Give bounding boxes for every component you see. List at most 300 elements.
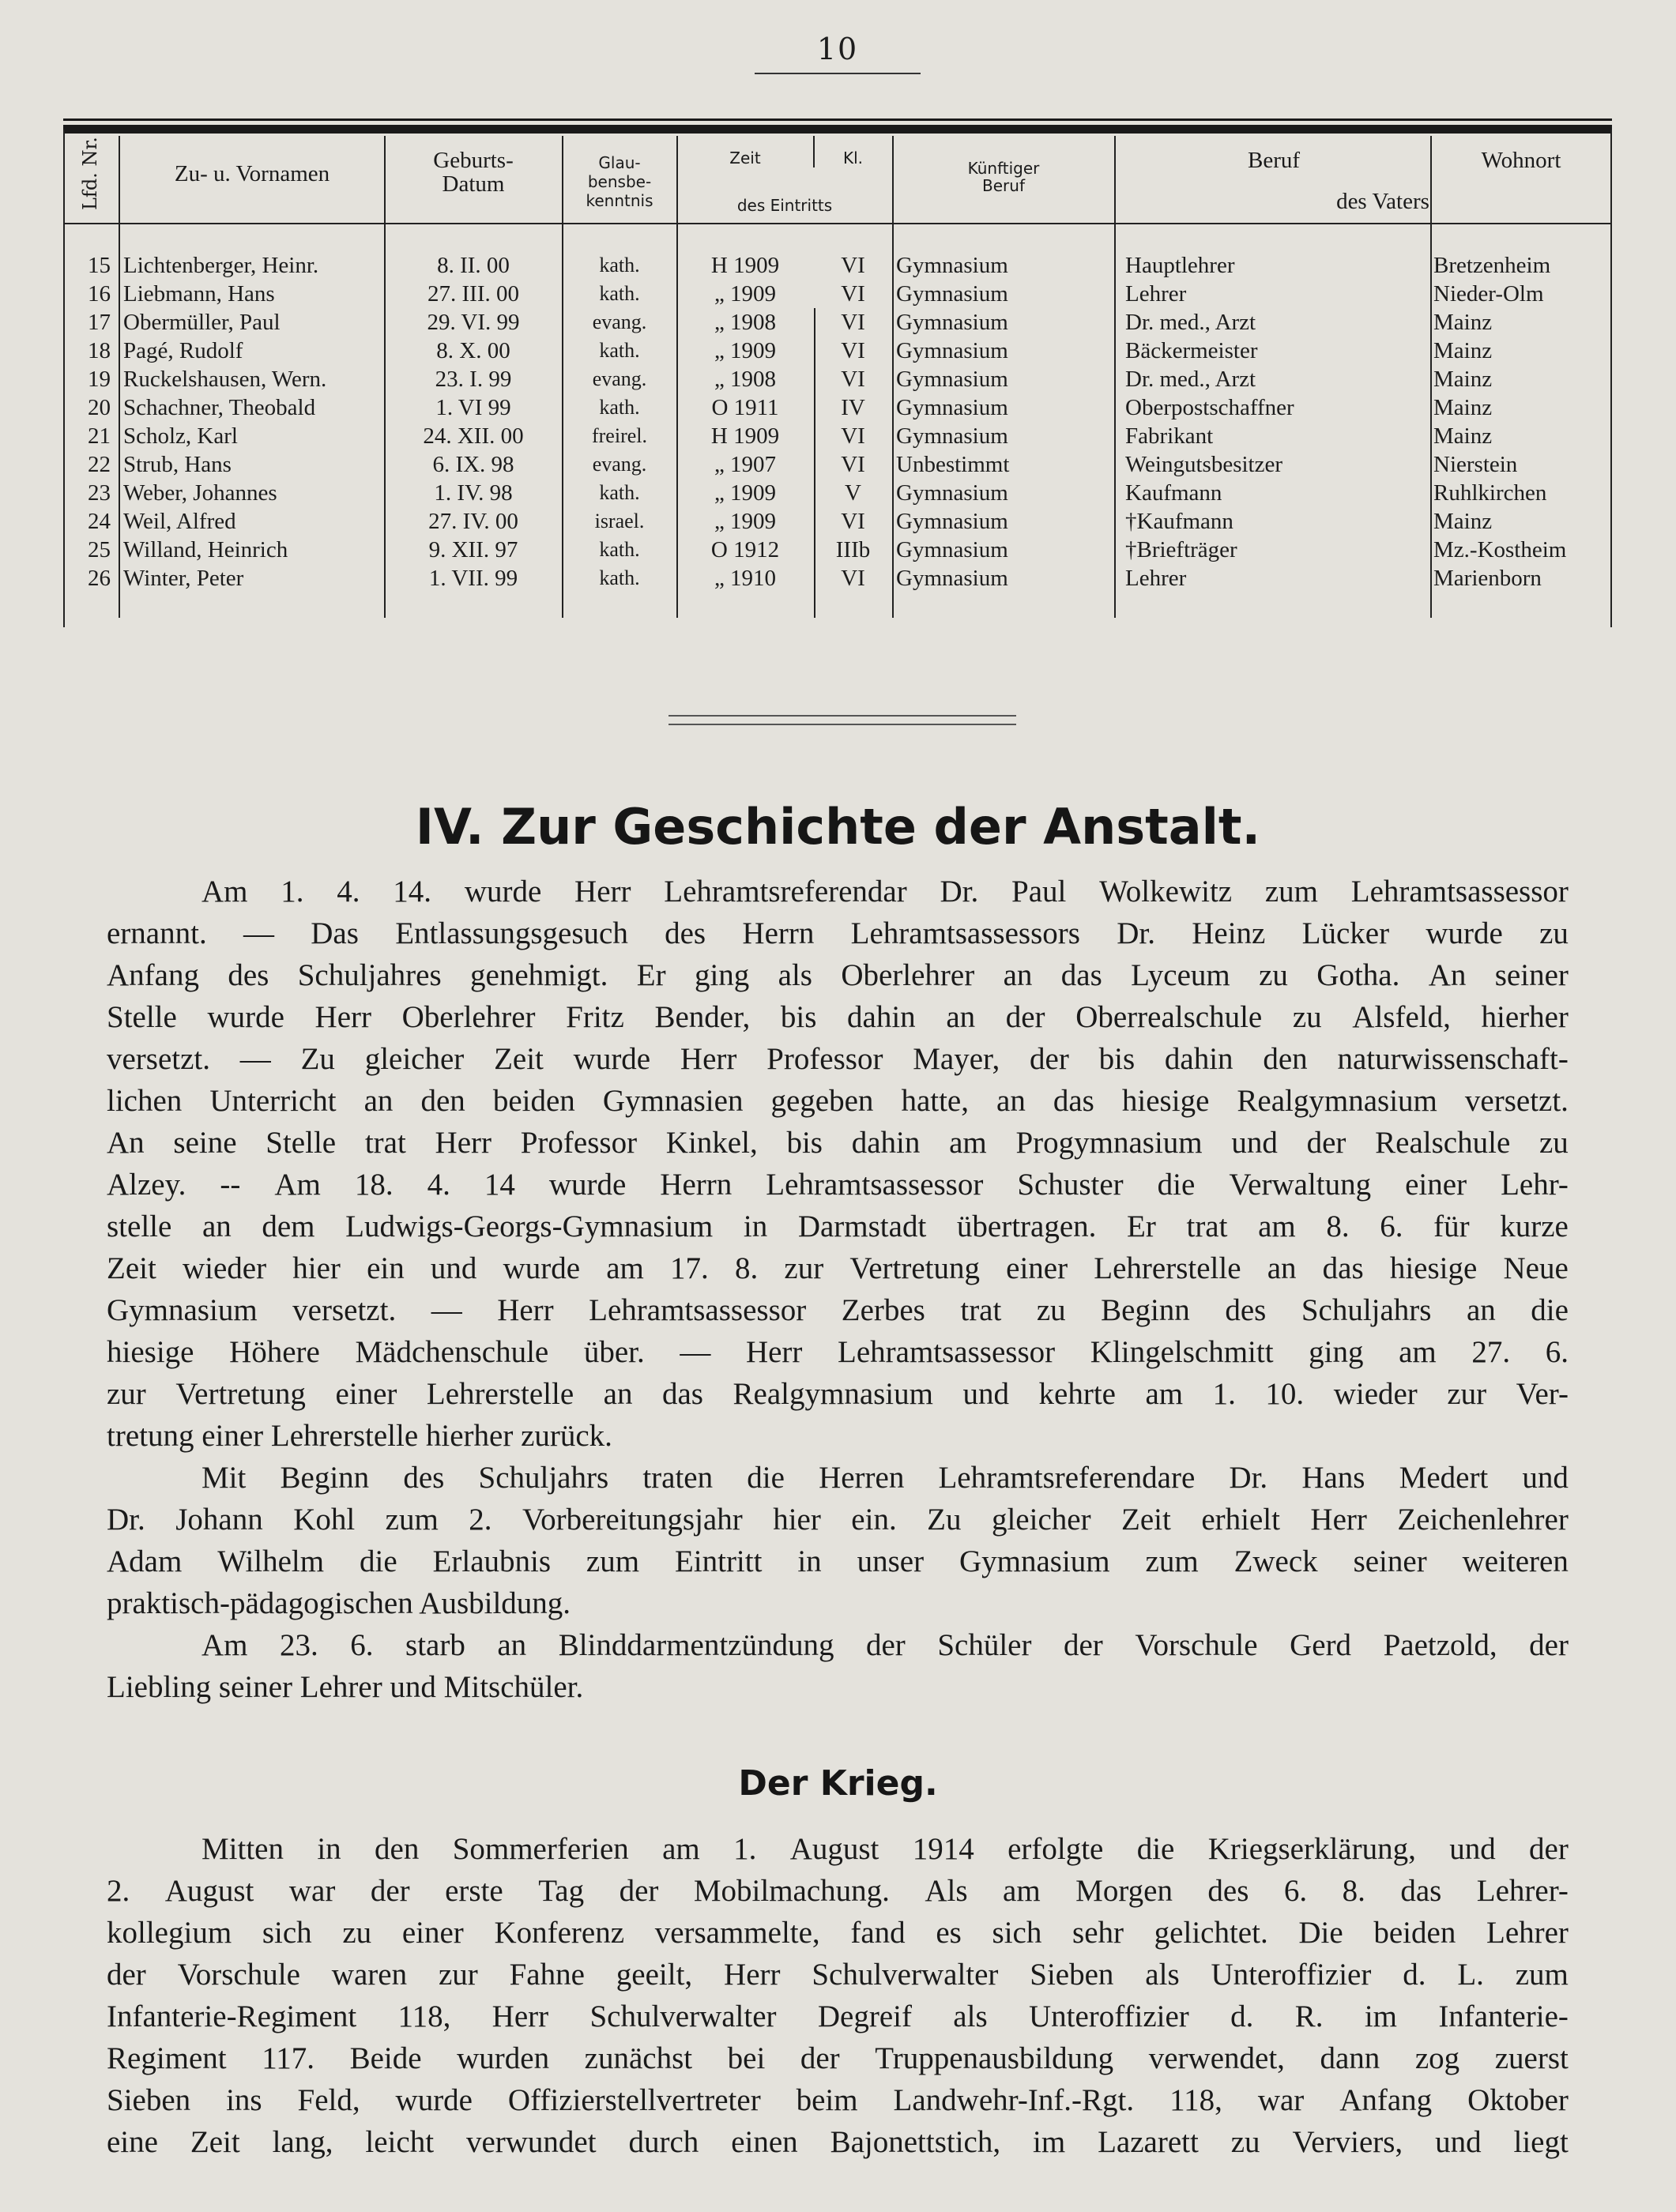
word: Gymnasium bbox=[959, 1544, 1110, 1578]
word: Kriegserklärung, bbox=[1207, 1832, 1416, 1866]
header-kl: Kl. bbox=[842, 149, 864, 167]
cell-wohnort: Mainz bbox=[1433, 423, 1493, 449]
text-line bbox=[107, 996, 1569, 1038]
word: zu bbox=[1036, 1293, 1066, 1327]
word: 6. bbox=[1283, 1874, 1308, 1908]
word: im bbox=[1364, 1999, 1397, 2033]
word: Das bbox=[311, 916, 359, 950]
word: Er bbox=[636, 958, 666, 992]
cell-kuenftiger-beruf: Gymnasium bbox=[896, 423, 1008, 449]
word: der bbox=[1063, 1628, 1103, 1662]
word: Degreif bbox=[817, 1999, 912, 2033]
word: am bbox=[606, 1251, 644, 1285]
word: — bbox=[239, 1042, 271, 1076]
cell-kuenftiger-beruf: Gymnasium bbox=[896, 566, 1008, 591]
cell-beruf-vater: Bäckermeister bbox=[1125, 338, 1258, 363]
word: unser bbox=[857, 1544, 925, 1578]
text-line: tretung einer Lehrerstelle hierher zurück. bbox=[107, 1419, 612, 1453]
cell-kuenftiger-beruf: Gymnasium bbox=[896, 395, 1008, 420]
word: Anfang bbox=[107, 958, 199, 992]
word: an bbox=[363, 1084, 394, 1118]
word: seine bbox=[173, 1126, 237, 1160]
word: Hans bbox=[1301, 1461, 1365, 1495]
word: als bbox=[953, 1999, 988, 2033]
word: in bbox=[317, 1832, 341, 1866]
section-divider bbox=[669, 715, 1016, 725]
word: die bbox=[1531, 1293, 1569, 1327]
header-lfd-nr: Lfd. Nr. bbox=[79, 137, 101, 210]
word: verwundet bbox=[465, 2125, 597, 2159]
word: Mit bbox=[201, 1461, 247, 1495]
word: den bbox=[1263, 1042, 1308, 1076]
word: Offizierstellvertreter bbox=[507, 2083, 761, 2117]
header-des-vaters: des Vaters bbox=[1336, 189, 1429, 214]
word: Vorschule bbox=[1135, 1628, 1258, 1662]
cell-geburtsdatum: 8. X. 00 bbox=[436, 338, 510, 363]
cell-name: Schachner, Theobald bbox=[123, 395, 316, 420]
word: Mitten bbox=[201, 1832, 284, 1866]
word: Unteroffizier bbox=[1211, 1958, 1372, 1992]
word: das bbox=[662, 1377, 703, 1411]
word: an bbox=[996, 1084, 1026, 1118]
word: Zeit bbox=[1121, 1503, 1171, 1537]
cell-klasse: VI bbox=[841, 338, 865, 363]
word: R. bbox=[1294, 1999, 1324, 2033]
header-kuenftiger-line2: Beruf bbox=[982, 176, 1025, 195]
word: Gerd bbox=[1290, 1628, 1352, 1662]
word: an bbox=[946, 1000, 976, 1034]
cell-nr: 25 bbox=[88, 537, 111, 562]
word: d. bbox=[1230, 1999, 1254, 2033]
word: Herren bbox=[819, 1461, 905, 1495]
word: Bender, bbox=[654, 1000, 751, 1034]
cell-glaube: israel. bbox=[594, 510, 645, 532]
cell-kuenftiger-beruf: Gymnasium bbox=[896, 253, 1008, 278]
word: an bbox=[1267, 1251, 1297, 1285]
word: beim bbox=[796, 2083, 858, 2117]
cell-kuenftiger-beruf: Gymnasium bbox=[896, 281, 1008, 307]
word: Lehrer bbox=[1486, 1916, 1569, 1950]
word: hatte, bbox=[901, 1084, 969, 1118]
cell-kuenftiger-beruf: Unbestimmt bbox=[896, 452, 1010, 477]
word: Dr. bbox=[107, 1503, 145, 1537]
text-line bbox=[107, 954, 1569, 996]
word: 4. bbox=[337, 875, 360, 908]
word: das bbox=[1322, 1251, 1364, 1285]
word: Bajonettstich, bbox=[830, 2125, 1001, 2159]
header-kuenftiger-beruf bbox=[894, 160, 1113, 194]
word: versetzt. bbox=[292, 1293, 397, 1327]
word: Schüler bbox=[937, 1628, 1032, 1662]
word: Oberlehrer bbox=[401, 1000, 536, 1034]
word: Unterricht bbox=[209, 1084, 337, 1118]
word: der bbox=[800, 2041, 840, 2075]
cell-wohnort: Mainz bbox=[1433, 509, 1493, 534]
word: Herr bbox=[435, 1126, 492, 1160]
text-line bbox=[107, 1289, 1569, 1331]
cell-nr: 17 bbox=[88, 310, 111, 335]
word: versetzt. bbox=[107, 1042, 211, 1076]
cell-wohnort: Mainz bbox=[1433, 338, 1493, 363]
cell-nr: 23 bbox=[88, 480, 111, 506]
word: Gotha. bbox=[1316, 958, 1400, 992]
table-row bbox=[63, 564, 1612, 592]
word: bis bbox=[1098, 1042, 1136, 1076]
cell-beruf-vater: Hauptlehrer bbox=[1125, 253, 1235, 278]
word: war bbox=[1257, 2083, 1305, 2117]
word: Vorbereitungsjahr bbox=[522, 1503, 743, 1537]
header-zeit: Zeit bbox=[729, 149, 761, 167]
word: Kohl bbox=[293, 1503, 356, 1537]
word: -- bbox=[220, 1168, 241, 1202]
word: und bbox=[1435, 2125, 1482, 2159]
cell-kuenftiger-beruf: Gymnasium bbox=[896, 480, 1008, 506]
word: Herr bbox=[724, 1958, 781, 1992]
word: die bbox=[360, 1544, 397, 1578]
word: wieder bbox=[1333, 1377, 1418, 1411]
word: dahin bbox=[1164, 1042, 1233, 1076]
word: des bbox=[228, 958, 269, 992]
word: wurde bbox=[503, 1251, 581, 1285]
text-line bbox=[107, 2121, 1569, 2163]
cell-glaube: evang. bbox=[592, 310, 647, 333]
word: und bbox=[430, 1251, 477, 1285]
word: Dr. bbox=[940, 875, 979, 908]
word: 118, bbox=[1169, 2083, 1222, 2117]
table-row bbox=[63, 280, 1612, 308]
word: Lehrerstelle bbox=[1094, 1251, 1241, 1285]
word: der bbox=[1005, 1000, 1045, 1034]
cell-zeit: O 1912 bbox=[710, 537, 780, 562]
word: eine bbox=[107, 2125, 158, 2159]
cell-glaube: kath. bbox=[599, 254, 640, 276]
cell-beruf-vater: Dr. med., Arzt bbox=[1125, 367, 1256, 392]
cell-wohnort: Mainz bbox=[1433, 395, 1493, 420]
word: Realgymnasium bbox=[733, 1377, 933, 1411]
word: gleicher bbox=[991, 1503, 1091, 1537]
word: über. bbox=[583, 1335, 645, 1369]
word: und bbox=[962, 1377, 1009, 1411]
word: 4. bbox=[427, 1168, 450, 1202]
word: an bbox=[603, 1377, 633, 1411]
word: Gymnasien bbox=[602, 1084, 744, 1118]
word: d. bbox=[1403, 1958, 1426, 1992]
word: Mobilmachung. bbox=[693, 1874, 890, 1908]
cell-geburtsdatum: 24. XII. 00 bbox=[423, 423, 524, 449]
word: einer bbox=[1006, 1251, 1068, 1285]
word: Zerbes bbox=[841, 1293, 925, 1327]
word: hierher bbox=[1481, 1000, 1569, 1034]
word: An bbox=[107, 1126, 145, 1160]
word: Lehramtsassessors bbox=[850, 916, 1080, 950]
cell-zeit: O 1911 bbox=[711, 395, 779, 420]
word: Sommerferien bbox=[452, 1832, 629, 1866]
word: Zu bbox=[300, 1042, 335, 1076]
word: der bbox=[1030, 1042, 1069, 1076]
word: Schulverwalter bbox=[589, 1999, 777, 2033]
word: Lyceum bbox=[1131, 958, 1230, 992]
word: der bbox=[1529, 1628, 1569, 1662]
word: und bbox=[1449, 1832, 1496, 1866]
table-row bbox=[63, 365, 1612, 393]
word: Die bbox=[1298, 1916, 1343, 1950]
text-line bbox=[107, 1331, 1569, 1373]
header-name: Zu- u. Vornamen bbox=[174, 161, 330, 186]
word: 27. bbox=[1471, 1335, 1511, 1369]
cell-geburtsdatum: 6. IX. 98 bbox=[432, 452, 514, 477]
word: Herr bbox=[497, 1293, 554, 1327]
word: als bbox=[778, 958, 812, 992]
word: kehrte bbox=[1038, 1377, 1116, 1411]
word: Realschule bbox=[1375, 1126, 1511, 1160]
section4-body bbox=[107, 871, 1569, 1708]
cell-nr: 21 bbox=[88, 423, 111, 449]
word: bis bbox=[786, 1126, 823, 1160]
cell-zeit: „ 1908 bbox=[714, 367, 777, 392]
word: zunächst bbox=[584, 2041, 693, 2075]
cell-nr: 22 bbox=[88, 452, 111, 477]
word: Eintritt bbox=[674, 1544, 763, 1578]
table-row bbox=[63, 536, 1612, 564]
word: 6. bbox=[1380, 1209, 1403, 1243]
word: Herr bbox=[745, 1335, 803, 1369]
word: 6. bbox=[1545, 1335, 1569, 1369]
word: Darmstadt bbox=[797, 1209, 927, 1243]
word: wurden bbox=[457, 2041, 550, 2075]
cell-name: Strub, Hans bbox=[123, 452, 232, 477]
cell-geburtsdatum: 27. IV. 00 bbox=[428, 509, 518, 534]
cell-beruf-vater: †Briefträger bbox=[1125, 537, 1237, 562]
word: Herr bbox=[574, 875, 631, 908]
word: beiden bbox=[492, 1084, 575, 1118]
text-line: Liebling seiner Lehrer und Mitschüler. bbox=[107, 1670, 584, 1704]
word: Lücker bbox=[1301, 916, 1390, 950]
word: des bbox=[665, 916, 706, 950]
cell-name: Willand, Heinrich bbox=[123, 537, 288, 562]
table-row bbox=[63, 507, 1612, 536]
word: Verviers, bbox=[1292, 2125, 1403, 2159]
header-glaube-line3: kenntnis bbox=[586, 191, 653, 210]
word: Regiment bbox=[107, 2041, 227, 2075]
cell-klasse: VI bbox=[841, 423, 865, 449]
cell-name: Lichtenberger, Heinr. bbox=[123, 253, 319, 278]
cell-nr: 26 bbox=[88, 566, 111, 591]
header-geburts-line2: Datum bbox=[442, 171, 505, 198]
word: Schulverwalter bbox=[812, 1958, 999, 1992]
word: Lehr- bbox=[1501, 1168, 1569, 1202]
table-row bbox=[63, 251, 1612, 280]
word: Schuljahres bbox=[297, 958, 442, 992]
word: zum bbox=[1264, 875, 1319, 908]
table-row bbox=[63, 479, 1612, 507]
word: Vertretung bbox=[849, 1251, 980, 1285]
word: beiden bbox=[1373, 1916, 1456, 1950]
cell-geburtsdatum: 8. II. 00 bbox=[437, 253, 510, 278]
student-table bbox=[63, 118, 1612, 624]
word: Entlassungsgesuch bbox=[395, 916, 628, 950]
cell-name: Pagé, Rudolf bbox=[123, 338, 243, 363]
word: 8. bbox=[734, 1251, 759, 1285]
cell-wohnort: Mainz bbox=[1433, 310, 1493, 335]
header-kuenftiger-line1: Künftiger bbox=[967, 159, 1040, 178]
word: ging bbox=[1309, 1335, 1364, 1369]
word: Oberrealschule bbox=[1075, 1000, 1263, 1034]
word: kurze bbox=[1500, 1209, 1569, 1243]
cell-name: Scholz, Karl bbox=[123, 423, 238, 449]
word: Als bbox=[925, 1874, 968, 1908]
cell-glaube: evang. bbox=[592, 453, 647, 476]
word: fand bbox=[850, 1916, 906, 1950]
word: das bbox=[1060, 958, 1102, 992]
cell-wohnort: Nierstein bbox=[1433, 452, 1518, 477]
word: sehr bbox=[1072, 1916, 1124, 1950]
word: Kinkel, bbox=[665, 1126, 758, 1160]
word: die bbox=[1136, 1832, 1175, 1866]
word: August bbox=[789, 1832, 879, 1866]
word: die bbox=[1157, 1168, 1196, 1202]
word: zu bbox=[1539, 916, 1569, 950]
word: Professor bbox=[766, 1042, 883, 1076]
word: an bbox=[1003, 958, 1033, 992]
word: Beginn bbox=[280, 1461, 370, 1495]
word: versetzt. bbox=[1464, 1084, 1569, 1118]
word: Vertretung bbox=[175, 1377, 306, 1411]
word: liegt bbox=[1513, 2125, 1569, 2159]
word: übertragen. bbox=[956, 1209, 1097, 1243]
word: am bbox=[1399, 1335, 1437, 1369]
word: erhielt bbox=[1201, 1503, 1280, 1537]
header-beruf: Beruf bbox=[1247, 148, 1301, 173]
word: am bbox=[662, 1832, 700, 1866]
cell-beruf-vater: Weingutsbesitzer bbox=[1125, 452, 1282, 477]
word: weiteren bbox=[1462, 1544, 1569, 1578]
word: zu bbox=[1259, 958, 1288, 992]
word: Blinddarmentzündung bbox=[558, 1628, 834, 1662]
word: zu bbox=[1292, 1000, 1322, 1034]
text-line bbox=[107, 1828, 1569, 1870]
word: im bbox=[1033, 2125, 1066, 2159]
word: 14. bbox=[393, 875, 432, 908]
table-top-rule bbox=[63, 118, 1612, 121]
word: zog bbox=[1414, 2041, 1460, 2075]
word: Zeit bbox=[107, 1251, 156, 1285]
header-rule bbox=[63, 223, 1612, 224]
cell-glaube: kath. bbox=[599, 339, 640, 362]
word: kollegium bbox=[107, 1916, 232, 1950]
text-line bbox=[107, 1540, 1569, 1582]
word: Fritz bbox=[566, 1000, 624, 1034]
cell-zeit: „ 1909 bbox=[714, 281, 777, 307]
word: Fahne bbox=[509, 1958, 585, 1992]
word: der bbox=[370, 1874, 410, 1908]
word: 2. bbox=[107, 1874, 130, 1908]
cell-geburtsdatum: 29. VI. 99 bbox=[427, 310, 520, 335]
cell-geburtsdatum: 27. III. 00 bbox=[427, 281, 519, 307]
word: Sieben bbox=[1030, 1958, 1114, 1992]
word: zu bbox=[1230, 2125, 1260, 2159]
word: erste bbox=[445, 1874, 503, 1908]
word: Zeit bbox=[494, 1042, 544, 1076]
word: hier bbox=[773, 1503, 821, 1537]
word: den bbox=[375, 1832, 420, 1866]
cell-klasse: IV bbox=[841, 395, 865, 420]
cell-zeit: „ 1910 bbox=[714, 566, 777, 591]
word: dem bbox=[262, 1209, 315, 1243]
word: zu bbox=[1539, 1126, 1569, 1160]
word: wurde bbox=[207, 1000, 284, 1034]
word: 8. bbox=[1326, 1209, 1350, 1243]
cell-nr: 19 bbox=[88, 367, 111, 392]
word: des bbox=[1207, 1874, 1249, 1908]
cell-zeit: „ 1909 bbox=[714, 480, 777, 506]
word: Zeichenlehrer bbox=[1397, 1503, 1569, 1537]
text-line bbox=[107, 1954, 1569, 1996]
text-line bbox=[107, 1206, 1569, 1247]
header-wohnort: Wohnort bbox=[1481, 148, 1561, 173]
word: Infanterie- bbox=[1438, 1999, 1569, 2033]
word: Paul bbox=[1011, 875, 1067, 908]
cell-zeit: „ 1909 bbox=[714, 338, 777, 363]
header-glaube-line2: bensbe- bbox=[587, 172, 652, 191]
word: bis bbox=[780, 1000, 817, 1034]
cell-geburtsdatum: 9. XII. 97 bbox=[428, 537, 518, 562]
word: An bbox=[1428, 958, 1467, 992]
cell-beruf-vater: Lehrer bbox=[1125, 281, 1187, 307]
word: starb bbox=[405, 1628, 465, 1662]
word: es bbox=[936, 1916, 962, 1950]
word: Herr bbox=[314, 1000, 371, 1034]
word: am bbox=[1003, 1874, 1041, 1908]
word: der bbox=[107, 1958, 146, 1992]
text-line bbox=[107, 1499, 1569, 1540]
word: leicht bbox=[365, 2125, 435, 2159]
cell-kuenftiger-beruf: Gymnasium bbox=[896, 338, 1008, 363]
word: zum bbox=[1515, 1958, 1569, 1992]
word: Lehrer- bbox=[1476, 1874, 1569, 1908]
word: ein. bbox=[851, 1503, 897, 1537]
word: Realgymnasium bbox=[1237, 1084, 1437, 1118]
word: genehmigt. bbox=[470, 958, 608, 992]
word: 1. bbox=[281, 875, 304, 908]
word: naturwissenschaft- bbox=[1337, 1042, 1569, 1076]
cell-klasse: V bbox=[845, 480, 861, 506]
cell-klasse: VI bbox=[841, 509, 865, 534]
word: Vorschule bbox=[177, 1958, 300, 1992]
word: an bbox=[1466, 1293, 1496, 1327]
cell-wohnort: Bretzenheim bbox=[1433, 253, 1551, 278]
word: Lehramtsassessor bbox=[766, 1168, 984, 1202]
cell-name: Winter, Peter bbox=[123, 566, 244, 591]
cell-nr: 15 bbox=[88, 253, 111, 278]
word: Lehramtsreferendar bbox=[664, 875, 907, 908]
word: 1. bbox=[1212, 1377, 1236, 1411]
word: Klingelschmitt bbox=[1090, 1335, 1274, 1369]
word: Progymnasium bbox=[1015, 1126, 1203, 1160]
word: trat bbox=[1186, 1209, 1228, 1243]
word: gelichtet. bbox=[1154, 1916, 1268, 1950]
table-row bbox=[63, 308, 1612, 337]
word: Herr bbox=[1310, 1503, 1367, 1537]
text-line bbox=[107, 871, 1569, 912]
word: August bbox=[164, 1874, 254, 1908]
word: Herrn bbox=[742, 916, 815, 950]
word: Alsfeld, bbox=[1352, 1000, 1451, 1034]
word: waren bbox=[331, 1958, 408, 1992]
word: stelle bbox=[107, 1209, 172, 1243]
word: des bbox=[1225, 1293, 1267, 1327]
word: Er bbox=[1127, 1209, 1156, 1243]
word: Herr bbox=[680, 1042, 737, 1076]
